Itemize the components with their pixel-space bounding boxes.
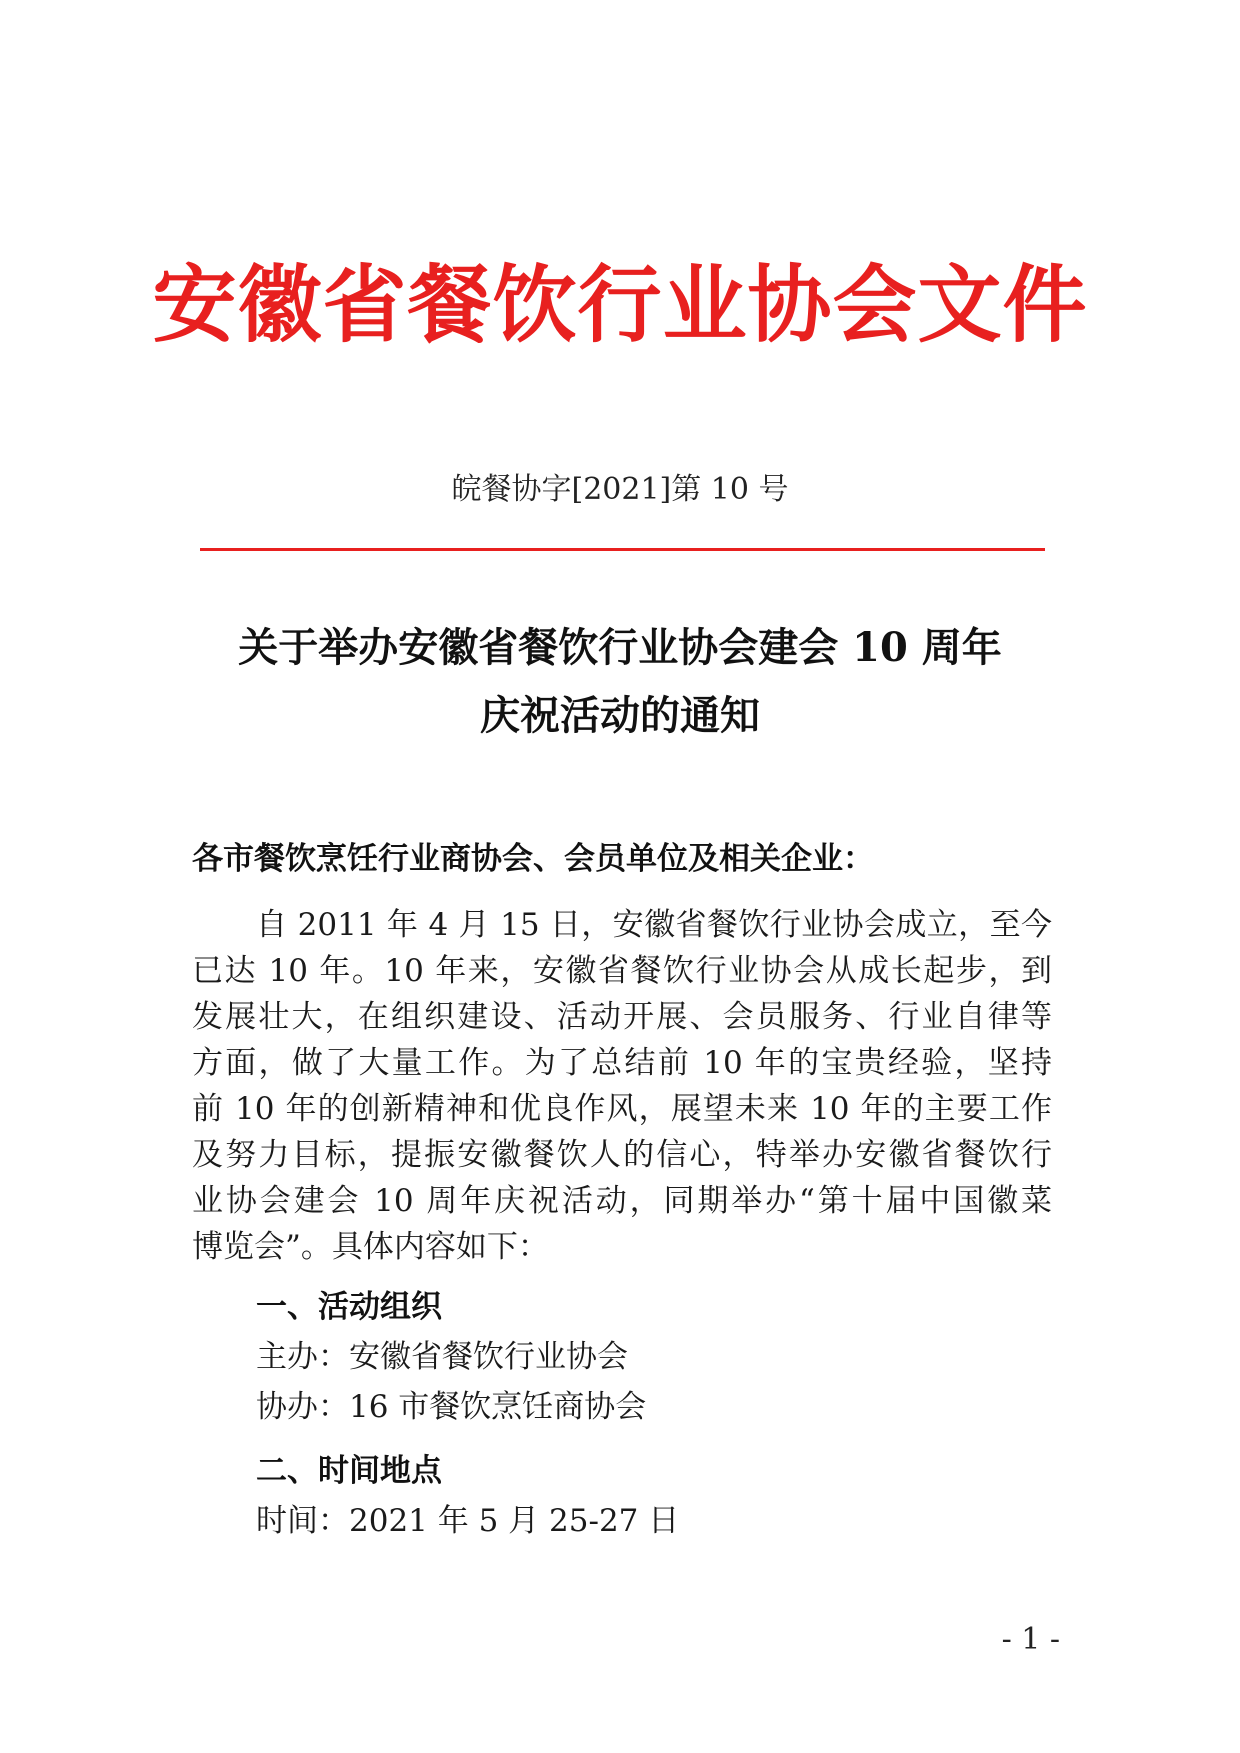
page-number: - 1 - <box>1001 1622 1060 1657</box>
event-time: 时间：2021 年 5 月 25-27 日 <box>256 1503 680 1539</box>
intro-paragraph-line: 方面，做了大量工作。为了总结前 10 年的宝贵经验，坚持 <box>192 1045 1052 1081</box>
notice-title-line-2: 庆祝活动的通知 <box>480 692 760 739</box>
intro-paragraph-line: 发展壮大，在组织建设、活动开展、会员服务、行业自律等 <box>192 999 1052 1035</box>
organizer-cohost: 协办：16 市餐饮烹饪商协会 <box>256 1389 647 1425</box>
intro-paragraph-line: 业协会建会 10 周年庆祝活动，同期举办“第十届中国徽菜 <box>192 1183 1052 1219</box>
masthead-title: 安徽省餐饮行业协会文件 <box>152 255 1088 354</box>
intro-paragraph-line: 及努力目标，提振安徽餐饮人的信心，特举办安徽省餐饮行 <box>192 1137 1052 1173</box>
organizer-host: 主办：安徽省餐饮行业协会 <box>256 1339 628 1375</box>
intro-paragraph-line: 自 2011 年 4 月 15 日，安徽省餐饮行业协会成立，至今 <box>256 907 1052 943</box>
section-heading-organization: 一、活动组织 <box>256 1289 442 1325</box>
salutation: 各市餐饮烹饪行业商协会、会员单位及相关企业： <box>192 841 874 877</box>
intro-paragraph-line: 已达 10 年。10 年来，安徽省餐饮行业协会从成长起步，到 <box>192 953 1052 989</box>
notice-title-line-1: 关于举办安徽省餐饮行业协会建会 10 周年 <box>238 624 1002 671</box>
intro-paragraph-line: 前 10 年的创新精神和优良作风，展望未来 10 年的主要工作 <box>192 1091 1052 1127</box>
document-number: 皖餐协字[2021]第 10 号 <box>451 472 789 507</box>
section-heading-time-place: 二、时间地点 <box>256 1453 442 1489</box>
red-divider-line <box>200 548 1045 551</box>
intro-paragraph-line: 博览会”。具体内容如下： <box>192 1229 549 1265</box>
